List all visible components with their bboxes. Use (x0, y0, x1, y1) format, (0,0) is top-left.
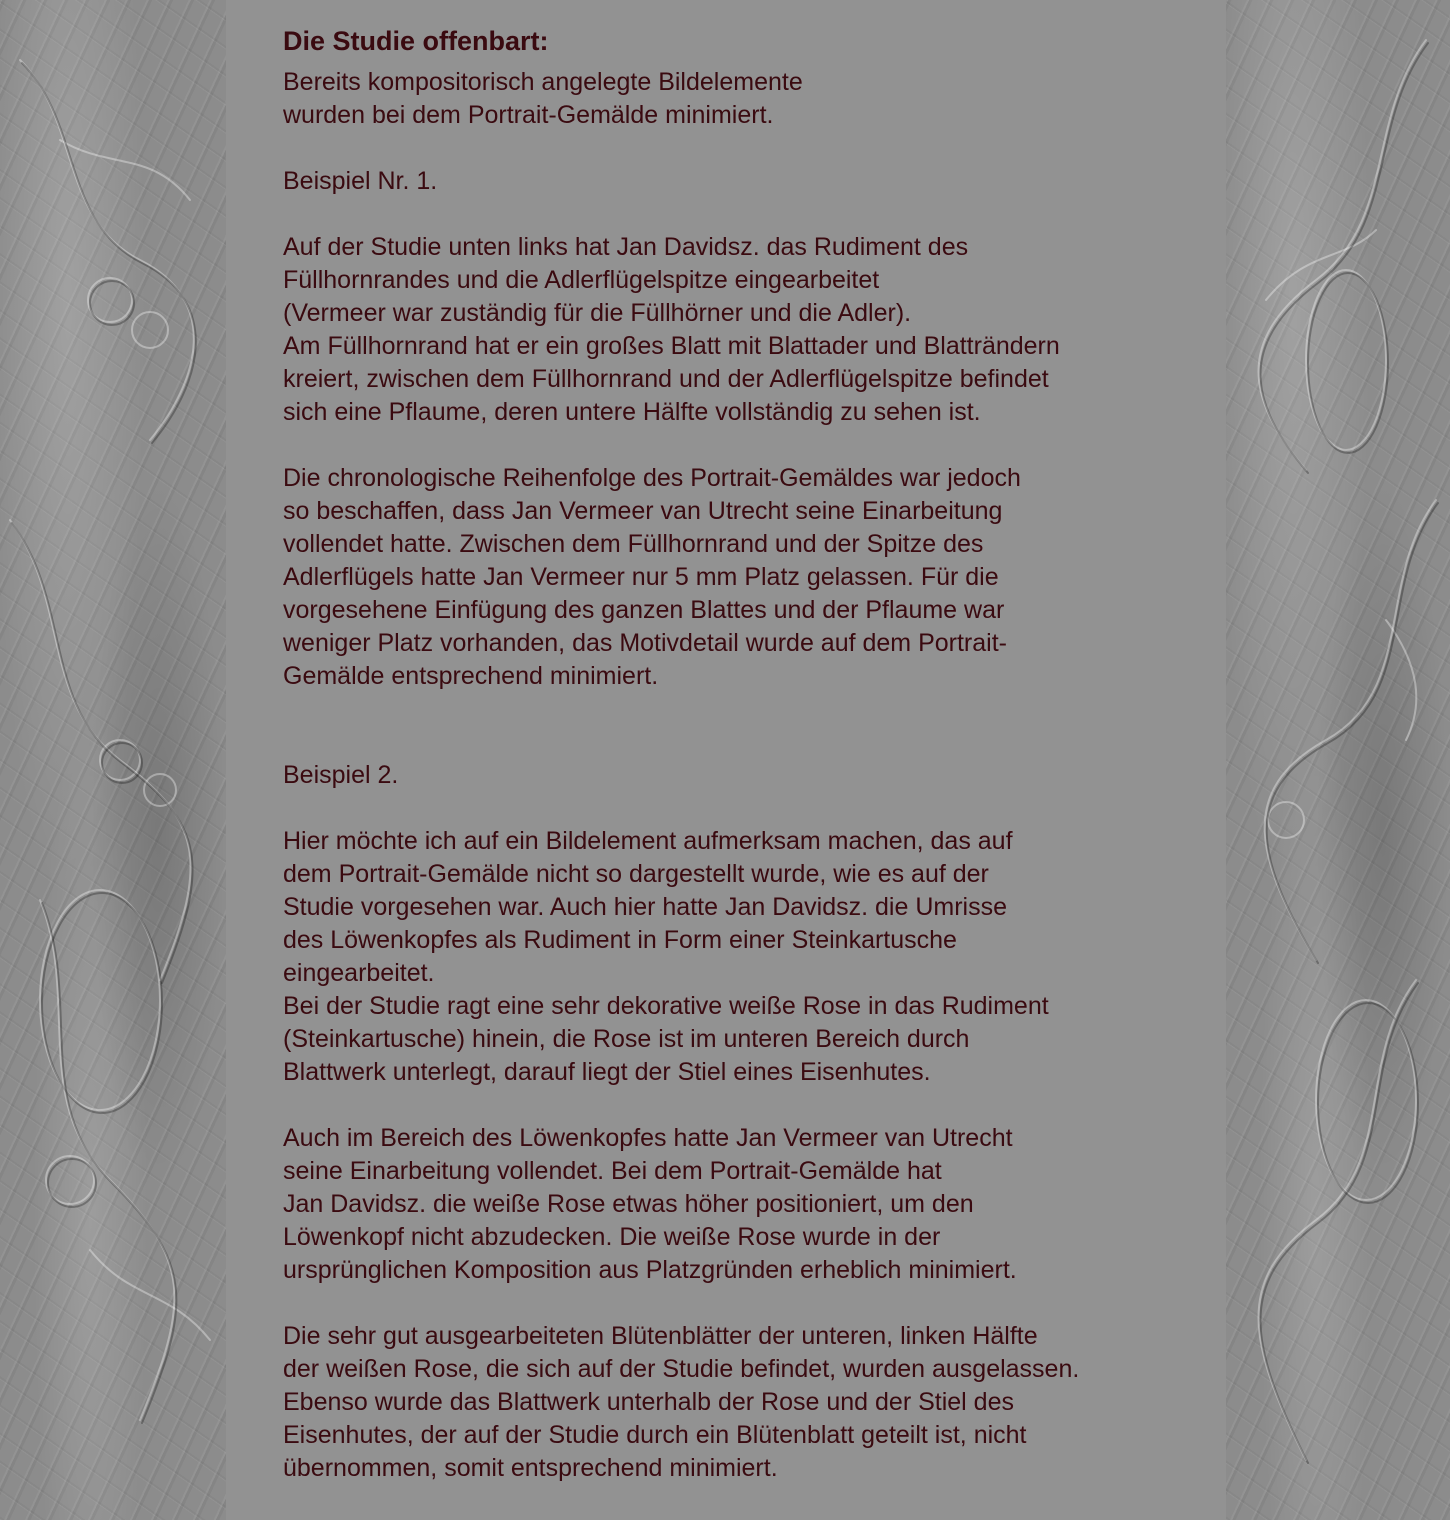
example-2-paragraph-1: Hier möchte ich auf ein Bildelement aufmerksam machen, das auf dem Portrait-Gemälde nicht so dargestellt wurde, wie es auf der Studie vorgesehen war. Auch hier hatte Jan Davidsz. die Umrisse des Löwenkopfes als Rudiment in Form einer Steinkartusche eingearbeitet. Bei der Studie ragt eine sehr dekorative weiße Rose in das Rudiment (Steinkartusche) hinein, die Rose ist im unteren Bereich durch Blattwerk unterlegt, darauf liegt der Stiel eines Eisenhutes. (283, 827, 1049, 1086)
example-2-paragraph-3: Die sehr gut ausgearbeiteten Blütenblätter der unteren, linken Hälfte der weißen Rose, die sich auf der Studie befindet, wurden ausgelassen. Ebenso wurde das Blattwerk unterhalb der Rose und der Stiel des Eisenhutes, der auf der Studie durch ein Blütenblatt geteilt ist, nicht übernommen, somit entsprechend minimiert. (283, 1322, 1080, 1482)
intro-paragraph: Bereits kompositorisch angelegte Bildelemente wurden bei dem Portrait-Gemälde minimiert. (283, 68, 803, 129)
right-embossed-floral-border (1226, 0, 1450, 1520)
floral-relief-right (1226, 0, 1450, 1520)
example-1-paragraph-1: Auf der Studie unten links hat Jan Davidsz. das Rudiment des Füllhornrandes und die Adlerflügelspitze eingearbeitet (Vermeer war zuständig für die Füllhörner und die Adler). Am Füllhornrand hat er ein großes Blatt mit Blattader und Blatträndern kreiert, zwischen dem Füllhornrand und der Adlerflügelspitze befindet sich eine Pflaume, deren untere Hälfte vollständig zu sehen ist. (283, 233, 1060, 426)
page-title: Die Studie offenbart: (283, 26, 549, 56)
example-1-heading: Beispiel Nr. 1. (283, 167, 438, 195)
example-2-heading: Beispiel 2. (283, 761, 399, 789)
article-content (283, 22, 1213, 1485)
floral-relief-left (0, 0, 226, 1520)
example-2-paragraph-2: Auch im Bereich des Löwenkopfes hatte Jan Vermeer van Utrecht seine Einarbeitung vollendet. Bei dem Portrait-Gemälde hat Jan Davidsz. die weiße Rose etwas höher positioniert, um den Löwenkopf nicht abzudecken. Die weiße Rose wurde in der ursprünglichen Komposition aus Platzgründen erheblich minimiert. (283, 1124, 1017, 1284)
example-1-paragraph-2: Die chronologische Reihenfolge des Portrait-Gemäldes war jedoch so beschaffen, dass Jan Vermeer van Utrecht seine Einarbeitung vollendet hatte. Zwischen dem Füllhornrand und der Spitze des Adlerflügels hatte Jan Vermeer nur 5 mm Platz gelassen. Für die vorgesehene Einfügung des ganzen Blattes und der Pflaume war weniger Platz vorhanden, das Motivdetail wurde auf dem Portrait- Gemälde entsprechend minimiert. (283, 464, 1021, 690)
left-embossed-floral-border (0, 0, 226, 1520)
text-panel (226, 0, 1226, 1520)
